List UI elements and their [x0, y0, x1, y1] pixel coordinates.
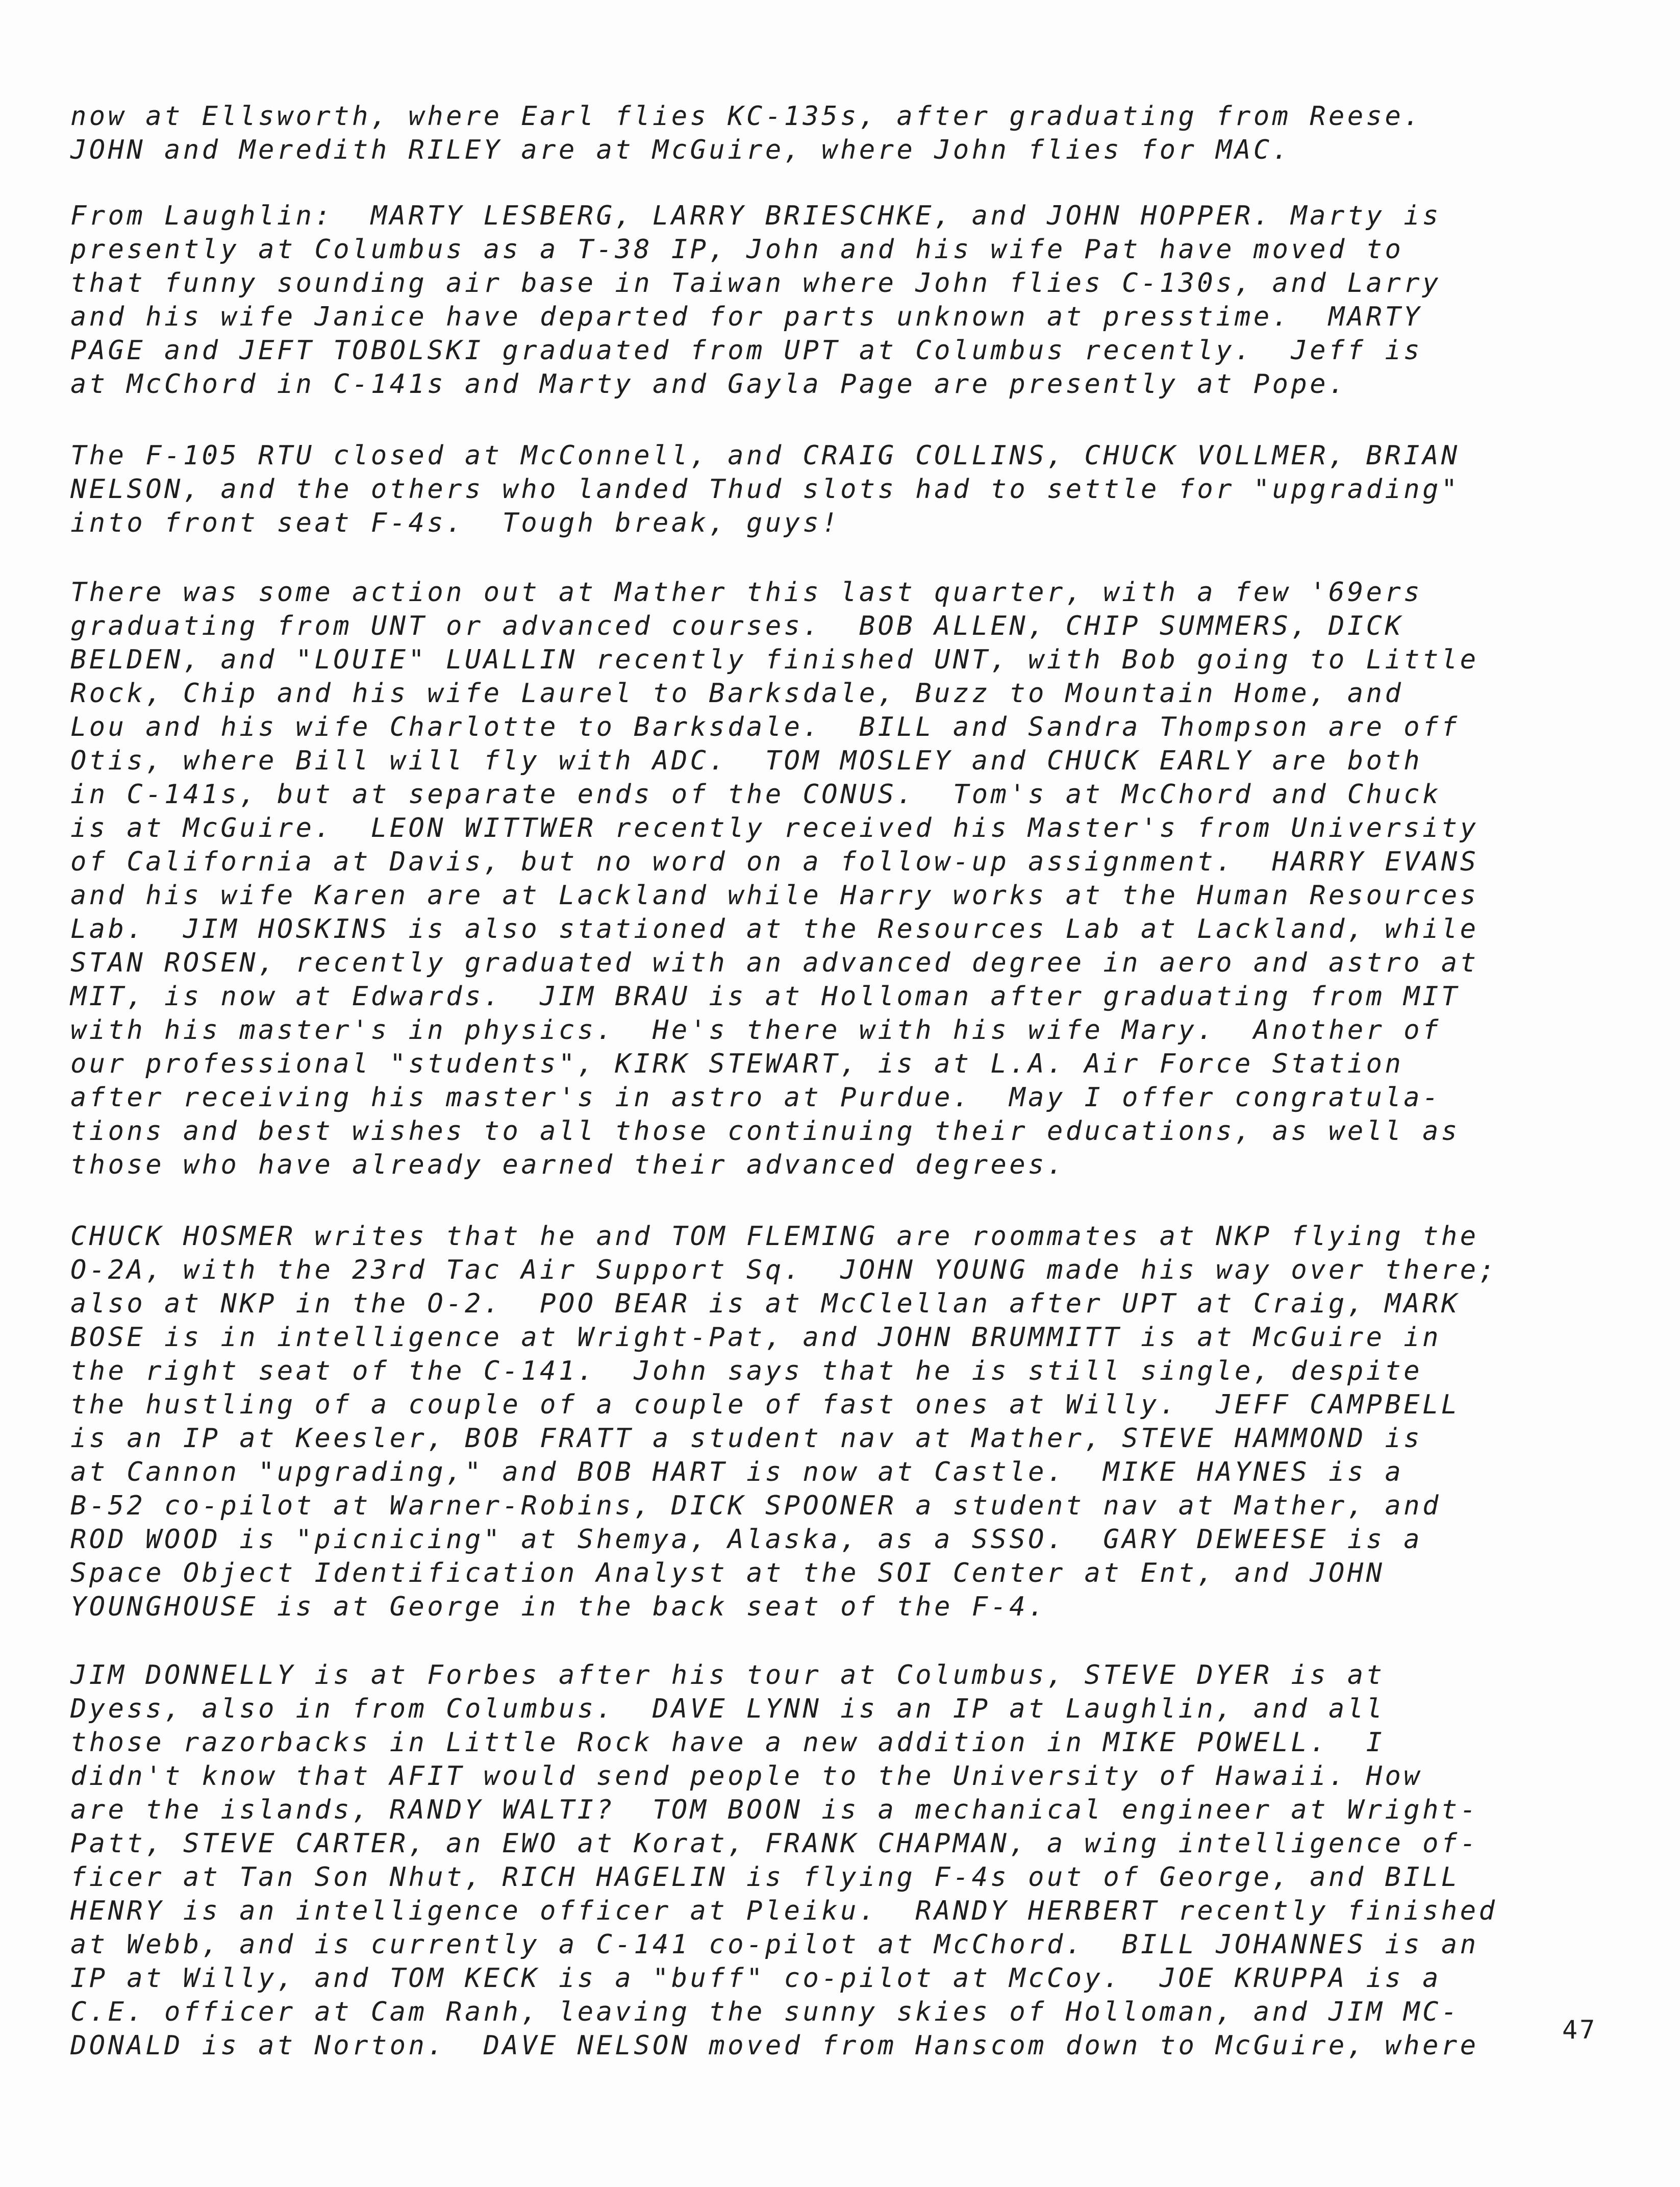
text-line: those who have already earned their advanced degrees. — [70, 1150, 1066, 1180]
text-line: C.E. officer at Cam Ranh, leaving the sunny skies of Holloman, and JIM MC- — [70, 1997, 1460, 2027]
text-line: STAN ROSEN, recently graduated with an advanced degree in aero and astro at — [70, 948, 1479, 978]
text-line: with his master's in physics. He's there with his wife Mary. Another of — [70, 1015, 1441, 1046]
text-line: There was some action out at Mather this last quarter, with a few '69ers — [70, 577, 1423, 608]
text-line: our professional "students", KIRK STEWART, is at L.A. Air Force Station — [70, 1049, 1404, 1079]
text-line: and his wife Karen are at Lackland while Harry works at the Human Resources — [70, 880, 1479, 911]
text-line: at McChord in C-141s and Marty and Gayla Page are presently at Pope. — [70, 369, 1347, 400]
text-line: BELDEN, and "LOUIE" LUALLIN recently finished UNT, with Bob going to Little — [70, 644, 1479, 675]
text-line: are the islands, RANDY WALTI? TOM BOON is a mechanical engineer at Wright- — [70, 1795, 1479, 1825]
text-line: the hustling of a couple of a couple of fast ones at Willy. JEFF CAMPBELL — [70, 1389, 1460, 1420]
paragraph-jim-donnelly — [70, 1658, 1621, 2062]
text-line: and his wife Janice have departed for parts unknown at presstime. MARTY — [70, 302, 1423, 332]
text-line: tions and best wishes to all those continuing their educations, as well as — [70, 1116, 1460, 1147]
text-line: BOSE is in intelligence at Wright-Pat, and JOHN BRUMMITT is at McGuire in — [70, 1322, 1441, 1353]
text-line: ficer at Tan Son Nhut, RICH HAGELIN is flying F-4s out of George, and BILL — [70, 1862, 1460, 1893]
text-line: is an IP at Keesler, BOB FRATT a student nav at Mather, STEVE HAMMOND is — [70, 1423, 1423, 1454]
text-line: at Cannon "upgrading," and BOB HART is now at Castle. MIKE HAYNES is a — [70, 1457, 1404, 1487]
text-line: ROD WOOD is "picnicing" at Shemya, Alaska, as a SSSO. GARY DEWEESE is a — [70, 1524, 1423, 1555]
text-line: is at McGuire. LEON WITTWER recently received his Master's from University — [70, 813, 1479, 843]
text-line: YOUNGHOUSE is at George in the back seat of the F-4. — [70, 1592, 1047, 1622]
text-line: O-2A, with the 23rd Tac Air Support Sq. JOHN YOUNG made his way over there; — [70, 1255, 1498, 1285]
text-line: Space Object Identification Analyst at the SOI Center at Ent, and JOHN — [70, 1558, 1385, 1588]
text-line: Dyess, also in from Columbus. DAVE LYNN is an IP at Laughlin, and all — [70, 1694, 1385, 1724]
paragraph-f105-rtu — [70, 439, 1621, 540]
text-line: HENRY is an intelligence officer at Pleiku. RANDY HERBERT recently finished — [70, 1896, 1498, 1926]
text-line: Otis, where Bill will fly with ADC. TOM MOSLEY and CHUCK EARLY are both — [70, 745, 1423, 776]
text-line: those razorbacks in Little Rock have a new addition in MIKE POWELL. I — [70, 1727, 1385, 1758]
text-line: of California at Davis, but no word on a follow-up assignment. HARRY EVANS — [70, 847, 1479, 877]
text-line: JIM DONNELLY is at Forbes after his tour at Columbus, STEVE DYER is at — [70, 1660, 1385, 1691]
text-line: Patt, STEVE CARTER, an EWO at Korat, FRANK CHAPMAN, a wing intelligence of- — [70, 1828, 1479, 1859]
text-line: CHUCK HOSMER writes that he and TOM FLEMING are roommates at NKP flying the — [70, 1221, 1479, 1252]
paragraph-mather — [70, 576, 1621, 1182]
text-line: B-52 co-pilot at Warner-Robins, DICK SPOONER a student nav at Mather, and — [70, 1490, 1441, 1521]
text-line: Lab. JIM HOSKINS is also stationed at the Resources Lab at Lackland, while — [70, 914, 1479, 945]
text-line: into front seat F-4s. Tough break, guys! — [70, 508, 841, 538]
text-line: PAGE and JEFT TOBOLSKI graduated from UPT at Columbus recently. Jeff is — [70, 335, 1423, 366]
page-number: 47 — [1562, 2015, 1597, 2045]
text-line: didn't know that AFIT would send people to the University of Hawaii. How — [70, 1761, 1423, 1792]
text-line: presently at Columbus as a T-38 IP, John and his wife Pat have moved to — [70, 234, 1404, 265]
text-line: the right seat of the C-141. John says that he is still single, despite — [70, 1356, 1423, 1386]
text-line: also at NKP in the O-2. POO BEAR is at McClellan after UPT at Craig, MARK — [70, 1288, 1460, 1319]
paragraph-ellsworth-riley — [70, 100, 1621, 167]
text-line: at Webb, and is currently a C-141 co-pilot at McChord. BILL JOHANNES is an — [70, 1929, 1479, 1960]
text-line: Rock, Chip and his wife Laurel to Barksdale, Buzz to Mountain Home, and — [70, 678, 1404, 709]
text-line: MIT, is now at Edwards. JIM BRAU is at Holloman after graduating from MIT — [70, 981, 1460, 1012]
text-line: that funny sounding air base in Taiwan where John flies C-130s, and Larry — [70, 268, 1441, 299]
text-line: The F-105 RTU closed at McConnell, and CRAIG COLLINS, CHUCK VOLLMER, BRIAN — [70, 440, 1460, 471]
text-line: in C-141s, but at separate ends of the CONUS. Tom's at McChord and Chuck — [70, 779, 1441, 810]
text-line: JOHN and Meredith RILEY are at McGuire, where John flies for MAC. — [70, 135, 1291, 165]
paragraph-from-laughlin — [70, 199, 1621, 401]
text-line: now at Ellsworth, where Earl flies KC-135s, after graduating from Reese. — [70, 101, 1423, 132]
paragraph-chuck-hosmer — [70, 1220, 1621, 1624]
text-line: after receiving his master's in astro at Purdue. May I offer congratula- — [70, 1082, 1441, 1113]
text-line: Lou and his wife Charlotte to Barksdale. BILL and Sandra Thompson are off — [70, 712, 1460, 742]
text-line: IP at Willy, and TOM KECK is a "buff" co-pilot at McCoy. JOE KRUPPA is a — [70, 1963, 1441, 1994]
text-line: DONALD is at Norton. DAVE NELSON moved from Hanscom down to McGuire, where — [70, 2030, 1479, 2061]
text-line: NELSON, and the others who landed Thud slots had to settle for "upgrading" — [70, 474, 1460, 505]
text-line: From Laughlin: MARTY LESBERG, LARRY BRIESCHKE, and JOHN HOPPER. Marty is — [70, 201, 1441, 231]
text-line: graduating from UNT or advanced courses. BOB ALLEN, CHIP SUMMERS, DICK — [70, 611, 1404, 641]
